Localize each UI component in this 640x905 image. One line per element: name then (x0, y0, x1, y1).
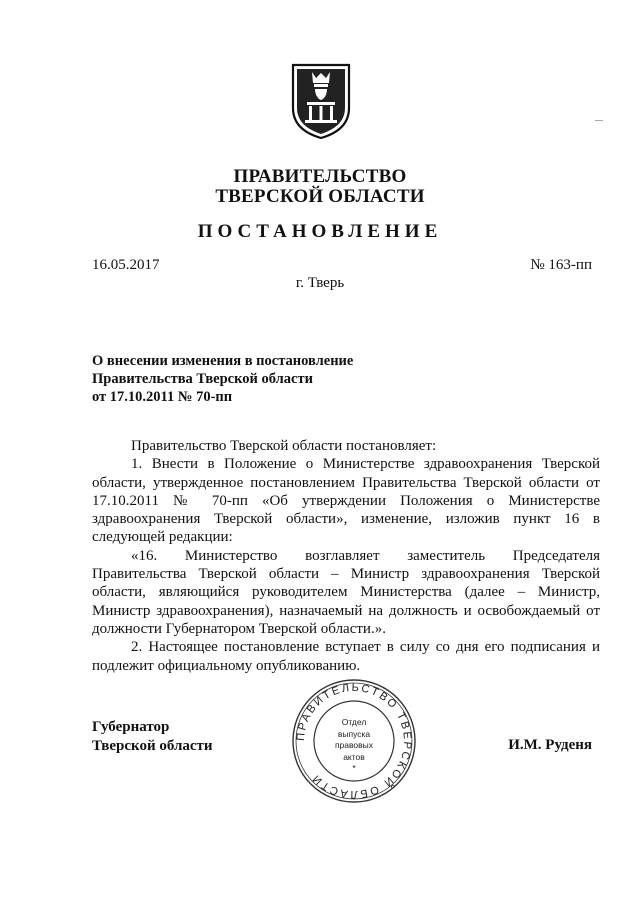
document-subject (92, 352, 353, 406)
signatory-title (92, 718, 213, 756)
document-date: 16.05.2017 (92, 257, 160, 273)
government-name-line1: ПРАВИТЕЛЬСТВО (233, 166, 407, 187)
body-paragraph-quote: «16. Министерство возглавляет заместитель Председателя Правительства Тверской области – Министр здравоохранения Тверской области, являющийся руководителем Министерства (далее – Министр, Министр здравоохранения), назначаемый на должность и освобождаемый от должности Губернатором Тверской области.». (92, 547, 600, 637)
stamp-line1: Отдел (341, 717, 367, 727)
subject-line3: от 17.10.2011 № 70-пп (92, 389, 233, 405)
stamp-line4: актов (343, 751, 365, 762)
document-city: г. Тверь (295, 275, 345, 291)
subject-line1: О внесении изменения в постановление (92, 353, 354, 369)
document-body (92, 437, 600, 675)
signatory-title-line2: Тверской области (92, 738, 213, 754)
stamp-line2: выпуска (337, 728, 371, 739)
body-paragraph-intro: Правительство Тверской области постановляет: (131, 438, 437, 454)
document-number: № 163-пп (530, 257, 592, 273)
stamp-line3: правовых (334, 740, 374, 750)
stamp-inner-text (316, 717, 392, 775)
coat-of-arms-emblem (290, 62, 352, 140)
government-name-line2: ТВЕРСКОЙ ОБЛАСТИ (215, 186, 425, 207)
document-type-title: ПОСТАНОВЛЕНИЕ (197, 221, 443, 242)
body-paragraph-item1: 1. Внести в Положение о Министерстве здравоохранения Тверской области, утвержденное постановлением Правительства Тверской области от 17.10.2011 № 70-пп «Об утверждении Положения о Министерстве здравоохранения Тверской области», изменение, изложив пункт 16 в следующей редакции: (92, 456, 600, 546)
signatory-name: И.М. Руденя (508, 737, 592, 753)
scan-mark (595, 120, 603, 121)
body-paragraph-item2: 2. Настоящее постановление вступает в силу со дня его подписания и подлежит официальному опубликованию. (92, 639, 600, 674)
stamp-star: * (352, 763, 356, 773)
subject-line2: Правительства Тверской области (92, 371, 313, 387)
signatory-title-line1: Губернатор (92, 719, 170, 735)
stamp-ring-text: ПРАВИТЕЛЬСТВО ТВЕРСКОЙ ОБЛАСТИ (294, 681, 414, 801)
